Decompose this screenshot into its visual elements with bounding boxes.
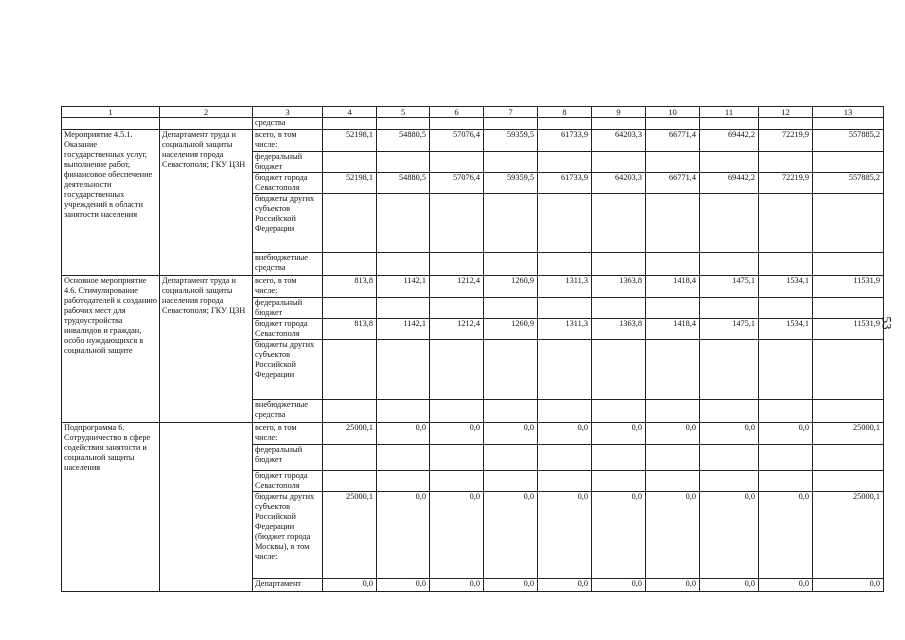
value-cell xyxy=(759,298,813,319)
header-cell-6: 6 xyxy=(430,107,484,118)
value-cell: 25000,1 xyxy=(813,492,884,579)
funding-source-cell: бюджеты других субъектов Российской Федерации xyxy=(253,194,323,253)
budget-table xyxy=(61,106,884,592)
value-cell: 0,0 xyxy=(323,579,377,592)
value-cell: 64203,3 xyxy=(592,173,646,194)
value-cell: 0,0 xyxy=(759,423,813,445)
value-cell xyxy=(430,194,484,253)
value-cell: 1212,4 xyxy=(430,276,484,298)
value-cell xyxy=(323,400,377,423)
value-cell xyxy=(377,445,430,471)
value-cell: 1363,8 xyxy=(592,276,646,298)
continuation-row xyxy=(62,118,884,130)
funding-source-cell: бюджет города Севастополя xyxy=(253,471,323,492)
value-cell xyxy=(759,471,813,492)
value-cell: 0,0 xyxy=(538,423,592,445)
activity-name-cell: Основное мероприятие 4.6. Стимулирование работодателей к созданию рабочих мест для трудоустройства инвалидов и граждан, особо нуждающихся в социальной защите xyxy=(62,276,160,423)
value-cell: 25000,1 xyxy=(323,423,377,445)
value-cell xyxy=(430,298,484,319)
value-cell xyxy=(323,253,377,276)
value-cell xyxy=(377,340,430,400)
value-cell xyxy=(377,253,430,276)
header-cell-3: 3 xyxy=(253,107,323,118)
page-number: 53 xyxy=(879,316,895,330)
funding-source-cell: внебюджетные средства xyxy=(253,400,323,423)
value-cell: 1534,1 xyxy=(759,276,813,298)
funding-source-cell: бюджет города Севастополя xyxy=(253,173,323,194)
value-cell: 0,0 xyxy=(430,423,484,445)
executor-cell: Департамент труда и социальной защиты населения города Севастополя; ГКУ ЦЗН xyxy=(160,130,253,276)
value-cell: 0,0 xyxy=(700,423,759,445)
value-cell xyxy=(538,471,592,492)
value-cell: 69442,2 xyxy=(700,173,759,194)
value-cell: 0,0 xyxy=(484,579,538,592)
empty-cell xyxy=(700,118,759,130)
value-cell xyxy=(484,471,538,492)
value-cell xyxy=(592,340,646,400)
value-cell xyxy=(484,152,538,173)
value-cell xyxy=(646,152,700,173)
value-cell xyxy=(700,445,759,471)
value-cell: 59359,5 xyxy=(484,173,538,194)
value-cell: 1260,9 xyxy=(484,276,538,298)
value-cell: 57076,4 xyxy=(430,173,484,194)
value-cell xyxy=(759,253,813,276)
value-cell xyxy=(430,340,484,400)
value-cell xyxy=(646,471,700,492)
value-cell: 61733,9 xyxy=(538,173,592,194)
value-cell xyxy=(759,445,813,471)
value-cell: 25000,1 xyxy=(813,423,884,445)
value-cell xyxy=(484,194,538,253)
executor-cell xyxy=(160,423,253,592)
value-cell xyxy=(323,194,377,253)
header-cell-8: 8 xyxy=(538,107,592,118)
value-cell: 66771,4 xyxy=(646,130,700,152)
header-row xyxy=(62,107,884,118)
value-cell: 59359,5 xyxy=(484,130,538,152)
value-cell: 0,0 xyxy=(377,579,430,592)
value-cell xyxy=(813,298,884,319)
value-cell: 1212,4 xyxy=(430,319,484,340)
value-cell xyxy=(484,298,538,319)
value-cell xyxy=(700,471,759,492)
funding-source-cell: федеральный бюджет xyxy=(253,445,323,471)
header-cell-5: 5 xyxy=(377,107,430,118)
value-cell: 11531,9 xyxy=(813,276,884,298)
table-row xyxy=(62,276,884,298)
value-cell xyxy=(813,471,884,492)
value-cell: 52198,1 xyxy=(323,173,377,194)
value-cell: 57076,4 xyxy=(430,130,484,152)
value-cell xyxy=(323,340,377,400)
value-cell xyxy=(538,152,592,173)
value-cell: 1418,4 xyxy=(646,276,700,298)
value-cell xyxy=(323,298,377,319)
value-cell: 54880,5 xyxy=(377,130,430,152)
value-cell: 0,0 xyxy=(646,579,700,592)
funding-source-cell: всего, в том числе: xyxy=(253,276,323,298)
value-cell xyxy=(430,445,484,471)
value-cell: 0,0 xyxy=(430,579,484,592)
value-cell xyxy=(759,340,813,400)
value-cell xyxy=(484,253,538,276)
funding-source-cell: бюджеты других субъектов Российской Федерации (бюджет города Москвы), в том числе: xyxy=(253,492,323,579)
funding-source-cell: внебюджетные средства xyxy=(253,253,323,276)
value-cell: 52198,1 xyxy=(323,130,377,152)
header-cell-10: 10 xyxy=(646,107,700,118)
value-cell xyxy=(700,340,759,400)
value-cell: 0,0 xyxy=(592,423,646,445)
empty-cell xyxy=(377,118,430,130)
funding-source-cell: бюджеты других субъектов Российской Федерации xyxy=(253,340,323,400)
value-cell xyxy=(646,340,700,400)
value-cell: 1142,1 xyxy=(377,276,430,298)
value-cell: 0,0 xyxy=(538,579,592,592)
value-cell: 0,0 xyxy=(700,579,759,592)
header-cell-2: 2 xyxy=(160,107,253,118)
value-cell: 1260,9 xyxy=(484,319,538,340)
value-cell xyxy=(813,253,884,276)
value-cell xyxy=(700,400,759,423)
value-cell xyxy=(592,194,646,253)
value-cell xyxy=(646,445,700,471)
value-cell xyxy=(538,298,592,319)
value-cell xyxy=(592,400,646,423)
table-row xyxy=(62,130,884,152)
header-cell-1: 1 xyxy=(62,107,160,118)
value-cell: 0,0 xyxy=(592,579,646,592)
value-cell xyxy=(484,445,538,471)
value-cell: 25000,1 xyxy=(323,492,377,579)
funding-source-cell: федеральный бюджет xyxy=(253,298,323,319)
value-cell xyxy=(538,194,592,253)
value-cell xyxy=(430,152,484,173)
value-cell: 0,0 xyxy=(484,492,538,579)
value-cell: 0,0 xyxy=(759,492,813,579)
value-cell xyxy=(377,194,430,253)
value-cell: 72219,9 xyxy=(759,173,813,194)
value-cell: 0,0 xyxy=(538,492,592,579)
value-cell: 813,8 xyxy=(323,319,377,340)
value-cell xyxy=(700,253,759,276)
value-cell xyxy=(646,253,700,276)
empty-cell xyxy=(160,118,253,130)
value-cell xyxy=(700,152,759,173)
value-cell: 61733,9 xyxy=(538,130,592,152)
value-cell: 0,0 xyxy=(759,579,813,592)
empty-cell xyxy=(538,118,592,130)
value-cell: 1534,1 xyxy=(759,319,813,340)
executor-cell: Департамент труда и социальной защиты населения города Севастополя; ГКУ ЦЗН xyxy=(160,276,253,423)
value-cell: 1311,3 xyxy=(538,276,592,298)
value-cell: 0,0 xyxy=(646,492,700,579)
value-cell: 64203,3 xyxy=(592,130,646,152)
value-cell xyxy=(538,340,592,400)
value-cell: 1418,4 xyxy=(646,319,700,340)
value-cell xyxy=(813,194,884,253)
source-cell: средства xyxy=(253,118,323,130)
funding-source-cell: бюджет города Севастополя xyxy=(253,319,323,340)
value-cell: 1363,8 xyxy=(592,319,646,340)
value-cell xyxy=(377,298,430,319)
value-cell xyxy=(323,445,377,471)
value-cell: 1475,1 xyxy=(700,276,759,298)
value-cell: 69442,2 xyxy=(700,130,759,152)
value-cell xyxy=(592,152,646,173)
value-cell xyxy=(377,400,430,423)
value-cell: 72219,9 xyxy=(759,130,813,152)
empty-cell xyxy=(592,118,646,130)
value-cell: 0,0 xyxy=(813,579,884,592)
value-cell xyxy=(646,194,700,253)
value-cell: 0,0 xyxy=(430,492,484,579)
empty-cell xyxy=(646,118,700,130)
value-cell: 66771,4 xyxy=(646,173,700,194)
value-cell xyxy=(377,471,430,492)
value-cell xyxy=(484,400,538,423)
value-cell: 0,0 xyxy=(377,492,430,579)
header-cell-9: 9 xyxy=(592,107,646,118)
value-cell: 557885,2 xyxy=(813,173,884,194)
value-cell xyxy=(430,253,484,276)
value-cell xyxy=(813,445,884,471)
empty-cell xyxy=(484,118,538,130)
funding-source-cell: федеральный бюджет xyxy=(253,152,323,173)
value-cell: 0,0 xyxy=(646,423,700,445)
empty-cell xyxy=(430,118,484,130)
funding-source-cell: Департамент xyxy=(253,579,323,592)
value-cell: 54880,5 xyxy=(377,173,430,194)
value-cell: 0,0 xyxy=(700,492,759,579)
value-cell: 11531,9 xyxy=(813,319,884,340)
value-cell xyxy=(759,194,813,253)
value-cell xyxy=(592,445,646,471)
funding-source-cell: всего, в том числе: xyxy=(253,423,323,445)
value-cell xyxy=(592,298,646,319)
empty-cell xyxy=(323,118,377,130)
funding-source-cell: всего, в том числе: xyxy=(253,130,323,152)
value-cell xyxy=(759,400,813,423)
value-cell: 0,0 xyxy=(592,492,646,579)
header-cell-12: 12 xyxy=(759,107,813,118)
value-cell xyxy=(759,152,813,173)
value-cell xyxy=(323,152,377,173)
value-cell xyxy=(430,400,484,423)
value-cell xyxy=(700,298,759,319)
value-cell: 1311,3 xyxy=(538,319,592,340)
value-cell xyxy=(484,340,538,400)
header-cell-4: 4 xyxy=(323,107,377,118)
table-row xyxy=(62,423,884,445)
header-cell-11: 11 xyxy=(700,107,759,118)
value-cell xyxy=(538,400,592,423)
value-cell xyxy=(323,471,377,492)
value-cell xyxy=(813,152,884,173)
value-cell xyxy=(592,471,646,492)
empty-cell xyxy=(813,118,884,130)
header-cell-13: 13 xyxy=(813,107,884,118)
value-cell xyxy=(813,400,884,423)
value-cell: 0,0 xyxy=(484,423,538,445)
value-cell: 557885,2 xyxy=(813,130,884,152)
value-cell xyxy=(592,253,646,276)
value-cell xyxy=(646,298,700,319)
value-cell: 1142,1 xyxy=(377,319,430,340)
header-cell-7: 7 xyxy=(484,107,538,118)
value-cell xyxy=(538,445,592,471)
value-cell xyxy=(538,253,592,276)
activity-name-cell: Подпрограмма 6. Сотрудничество в сфере содействия занятости и социальной защиты населения xyxy=(62,423,160,592)
activity-name-cell: Мероприятие 4.5.1. Оказание государственных услуг, выполнение работ, финансовое обеспечение деятельности государственных учреждений в области занятости населения xyxy=(62,130,160,276)
value-cell xyxy=(377,152,430,173)
value-cell xyxy=(430,471,484,492)
value-cell xyxy=(700,194,759,253)
value-cell xyxy=(813,340,884,400)
value-cell: 813,8 xyxy=(323,276,377,298)
value-cell: 0,0 xyxy=(377,423,430,445)
value-cell xyxy=(646,400,700,423)
empty-cell xyxy=(62,118,160,130)
empty-cell xyxy=(759,118,813,130)
value-cell: 1475,1 xyxy=(700,319,759,340)
